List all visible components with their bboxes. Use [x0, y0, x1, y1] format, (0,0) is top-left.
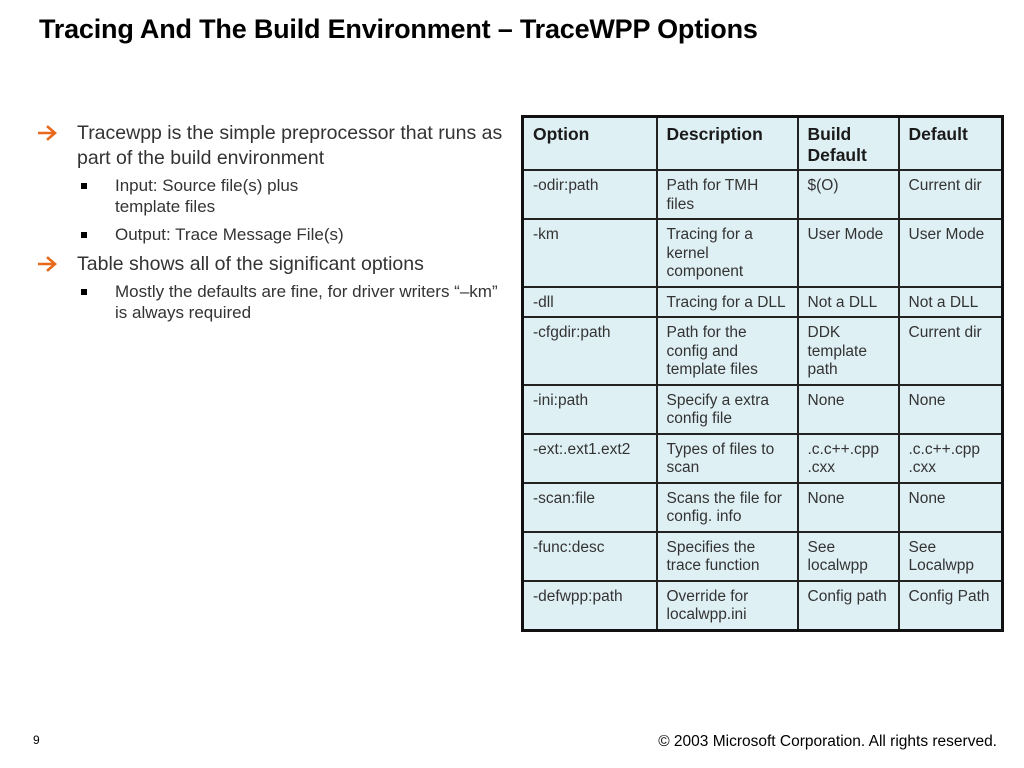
option-cell: -cfgdir:path — [523, 317, 657, 385]
square-bullet-icon — [81, 232, 87, 238]
description-cell: Tracing for a DLL — [657, 287, 798, 318]
default-cell: None — [899, 483, 1003, 532]
copyright-notice: © 2003 Microsoft Corporation. All rights reserved. — [658, 733, 997, 750]
table-row — [523, 581, 1003, 631]
bullet-text: Table shows all of the significant options — [77, 253, 424, 275]
table-row — [523, 532, 1003, 581]
sub-bullet-item — [38, 175, 508, 217]
default-cell: Config Path — [899, 581, 1003, 631]
build-default-cell: $(O) — [798, 170, 899, 219]
orange-arrow-right-icon — [38, 252, 60, 277]
table-header-row — [523, 117, 1003, 171]
default-cell: Current dir — [899, 170, 1003, 219]
build-default-cell: None — [798, 385, 899, 434]
sub-bullet-item — [38, 281, 508, 323]
square-bullet-icon — [81, 289, 87, 295]
default-cell: See Localwpp — [899, 532, 1003, 581]
option-cell: -defwpp:path — [523, 581, 657, 631]
description-cell: Path for TMH files — [657, 170, 798, 219]
option-cell: -func:desc — [523, 532, 657, 581]
build-default-cell: User Mode — [798, 219, 899, 287]
build-default-cell: .c.c++.cpp .cxx — [798, 434, 899, 483]
default-cell: Not a DLL — [899, 287, 1003, 318]
bullet-item — [38, 252, 508, 277]
description-cell: Scans the file for config. info — [657, 483, 798, 532]
table-row — [523, 219, 1003, 287]
sub-bullet-text: Input: Source file(s) plus template files — [115, 176, 299, 216]
table-row — [523, 483, 1003, 532]
option-cell: -ext:.ext1.ext2 — [523, 434, 657, 483]
sub-bullet-item — [38, 224, 508, 245]
option-cell: -odir:path — [523, 170, 657, 219]
table-row — [523, 385, 1003, 434]
option-cell: -km — [523, 219, 657, 287]
build-default-cell: Config path — [798, 581, 899, 631]
table-row — [523, 434, 1003, 483]
orange-arrow-right-icon — [38, 121, 60, 146]
bullet-text: Tracewpp is the simple preprocessor that runs as part of the build environment — [77, 122, 503, 169]
build-default-cell: DDK template path — [798, 317, 899, 385]
description-cell: Override for localwpp.ini — [657, 581, 798, 631]
bullet-list — [38, 121, 508, 330]
description-cell: Path for the config and template files — [657, 317, 798, 385]
bullet-item — [38, 121, 508, 171]
table-row — [523, 170, 1003, 219]
description-cell: Specify a extra config file — [657, 385, 798, 434]
column-header-default: Default — [899, 117, 1003, 171]
sub-bullet-text: Mostly the defaults are fine, for driver writers “–km” is always required — [115, 282, 498, 322]
sub-bullet-list — [38, 281, 508, 323]
default-cell: None — [899, 385, 1003, 434]
option-cell: -ini:path — [523, 385, 657, 434]
slide-title: Tracing And The Build Environment – TraceWPP Options — [39, 14, 758, 44]
page-number: 9 — [33, 733, 40, 747]
sub-bullet-list — [38, 175, 508, 245]
description-cell: Types of files to scan — [657, 434, 798, 483]
description-cell: Tracing for a kernel component — [657, 219, 798, 287]
options-table — [521, 115, 1004, 632]
build-default-cell: None — [798, 483, 899, 532]
option-cell: -dll — [523, 287, 657, 318]
square-bullet-icon — [81, 183, 87, 189]
column-header-build-default: Build Default — [798, 117, 899, 171]
default-cell: User Mode — [899, 219, 1003, 287]
default-cell: Current dir — [899, 317, 1003, 385]
column-header-description: Description — [657, 117, 798, 171]
default-cell: .c.c++.cpp .cxx — [899, 434, 1003, 483]
table-row — [523, 317, 1003, 385]
column-header-option: Option — [523, 117, 657, 171]
table-row — [523, 287, 1003, 318]
description-cell: Specifies the trace function — [657, 532, 798, 581]
build-default-cell: Not a DLL — [798, 287, 899, 318]
option-cell: -scan:file — [523, 483, 657, 532]
sub-bullet-text: Output: Trace Message File(s) — [115, 225, 344, 244]
build-default-cell: See localwpp — [798, 532, 899, 581]
